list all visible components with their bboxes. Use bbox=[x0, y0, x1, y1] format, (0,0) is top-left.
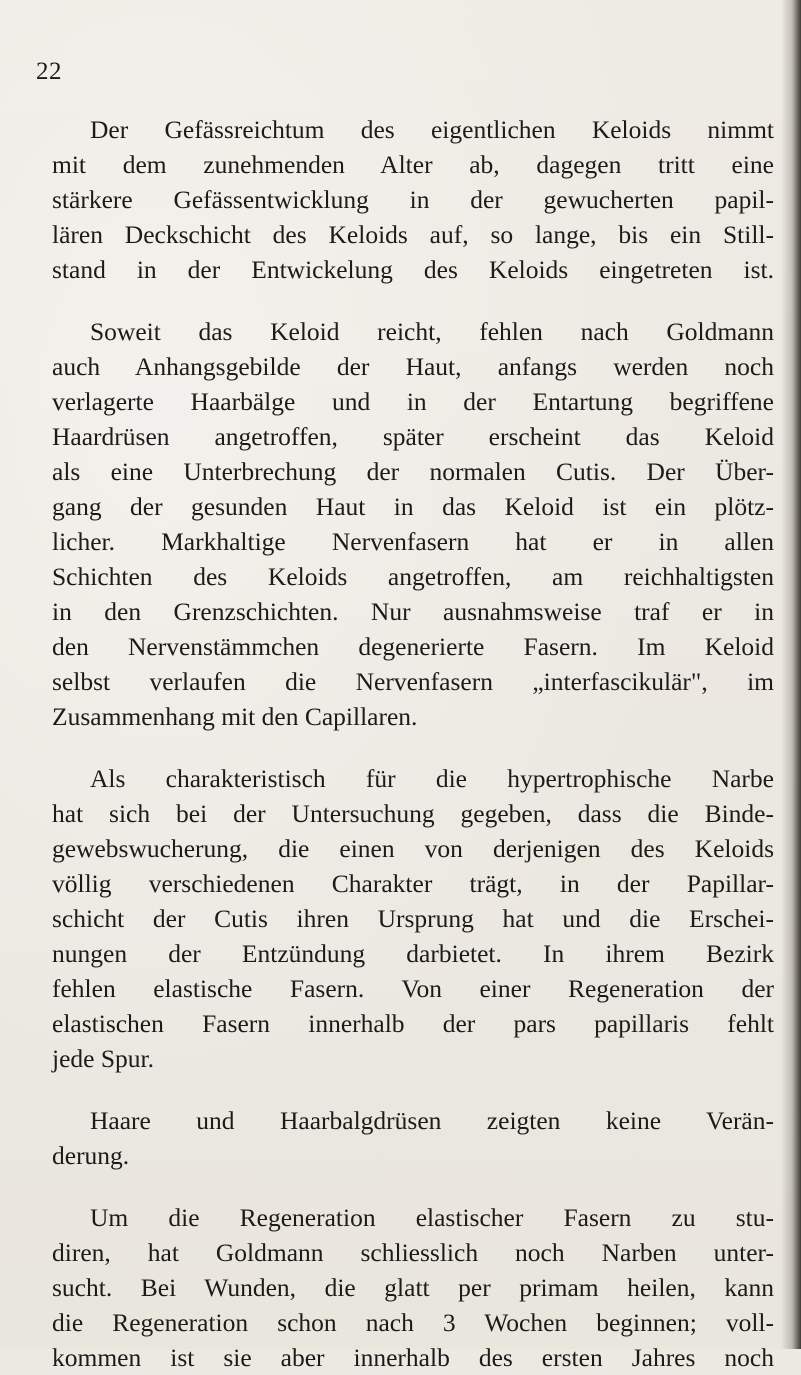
body-text bbox=[52, 112, 774, 1375]
text-line: licher. Markhaltige Nervenfasern hat er in allen bbox=[52, 527, 774, 556]
text-line: Haare und Haarbalgdrüsen zeigten keine Verän- bbox=[90, 1106, 774, 1135]
text-line: fehlen elastische Fasern. Von einer Regeneration der bbox=[52, 974, 774, 1003]
text-line: Der Gefässreichtum des eigentlichen Keloids nimmt bbox=[90, 115, 774, 144]
text-line: lären Deckschicht des Keloids auf, so lange, bis ein Still- bbox=[52, 220, 774, 249]
text-line: derung. bbox=[52, 1141, 130, 1170]
text-line: in den Grenzschichten. Nur ausnahmsweise traf er in bbox=[52, 597, 774, 626]
page-edge-shadow bbox=[781, 0, 801, 1349]
text-line: auch Anhangsgebilde der Haut, anfangs werden noch bbox=[52, 352, 774, 381]
text-line: stärkere Gefässentwicklung in der gewucherten papil- bbox=[52, 185, 774, 214]
text-line: Um die Regeneration elastischer Fasern zu stu- bbox=[90, 1203, 774, 1232]
text-line: stand in der Entwickelung des Keloids eingetreten ist. bbox=[52, 255, 774, 284]
paragraph-3 bbox=[52, 761, 774, 1076]
text-line: Als charakteristisch für die hypertrophische Narbe bbox=[90, 764, 774, 793]
text-line: verlagerte Haarbälge und in der Entartung begriffene bbox=[52, 387, 774, 416]
text-line: als eine Unterbrechung der normalen Cutis. Der Über- bbox=[52, 457, 774, 486]
text-line: hat sich bei der Untersuchung gegeben, dass die Binde- bbox=[52, 799, 774, 828]
text-line: mit dem zunehmenden Alter ab, dagegen tritt eine bbox=[52, 150, 774, 179]
text-line: die Regeneration schon nach 3 Wochen beginnen; voll- bbox=[52, 1308, 774, 1337]
text-line: Soweit das Keloid reicht, fehlen nach Goldmann bbox=[90, 317, 774, 346]
text-line: Zusammenhang mit den Capillaren. bbox=[52, 702, 418, 731]
page-number: 22 bbox=[36, 58, 62, 85]
text-line: völlig verschiedenen Charakter trägt, in der Papillar- bbox=[52, 869, 774, 898]
text-line: gewebswucherung, die einen von derjenigen des Keloids bbox=[52, 834, 774, 863]
paragraph-2 bbox=[52, 314, 774, 734]
text-line: schicht der Cutis ihren Ursprung hat und die Erschei- bbox=[52, 904, 774, 933]
text-line: Schichten des Keloids angetroffen, am reichhaltigsten bbox=[52, 562, 774, 591]
text-line: gang der gesunden Haut in das Keloid ist ein plötz- bbox=[52, 492, 774, 521]
text-line: elastischen Fasern innerhalb der pars papillaris fehlt bbox=[52, 1009, 774, 1038]
text-line: nungen der Entzündung darbietet. In ihrem Bezirk bbox=[52, 939, 774, 968]
text-line: sucht. Bei Wunden, die glatt per primam heilen, kann bbox=[52, 1273, 774, 1302]
text-line: den Nervenstämmchen degenerierte Fasern. Im Keloid bbox=[52, 632, 774, 661]
paragraph-1 bbox=[52, 112, 774, 287]
text-line: Haardrüsen angetroffen, später erscheint das Keloid bbox=[52, 422, 774, 451]
text-line: selbst verlaufen die Nervenfasern „interfascikulär", im bbox=[52, 667, 774, 696]
paragraph-4 bbox=[52, 1103, 774, 1173]
text-line: jede Spur. bbox=[52, 1044, 154, 1073]
text-line: diren, hat Goldmann schliesslich noch Narben unter- bbox=[52, 1238, 774, 1267]
text-line: kommen ist sie aber innerhalb des ersten Jahres noch bbox=[52, 1343, 774, 1372]
